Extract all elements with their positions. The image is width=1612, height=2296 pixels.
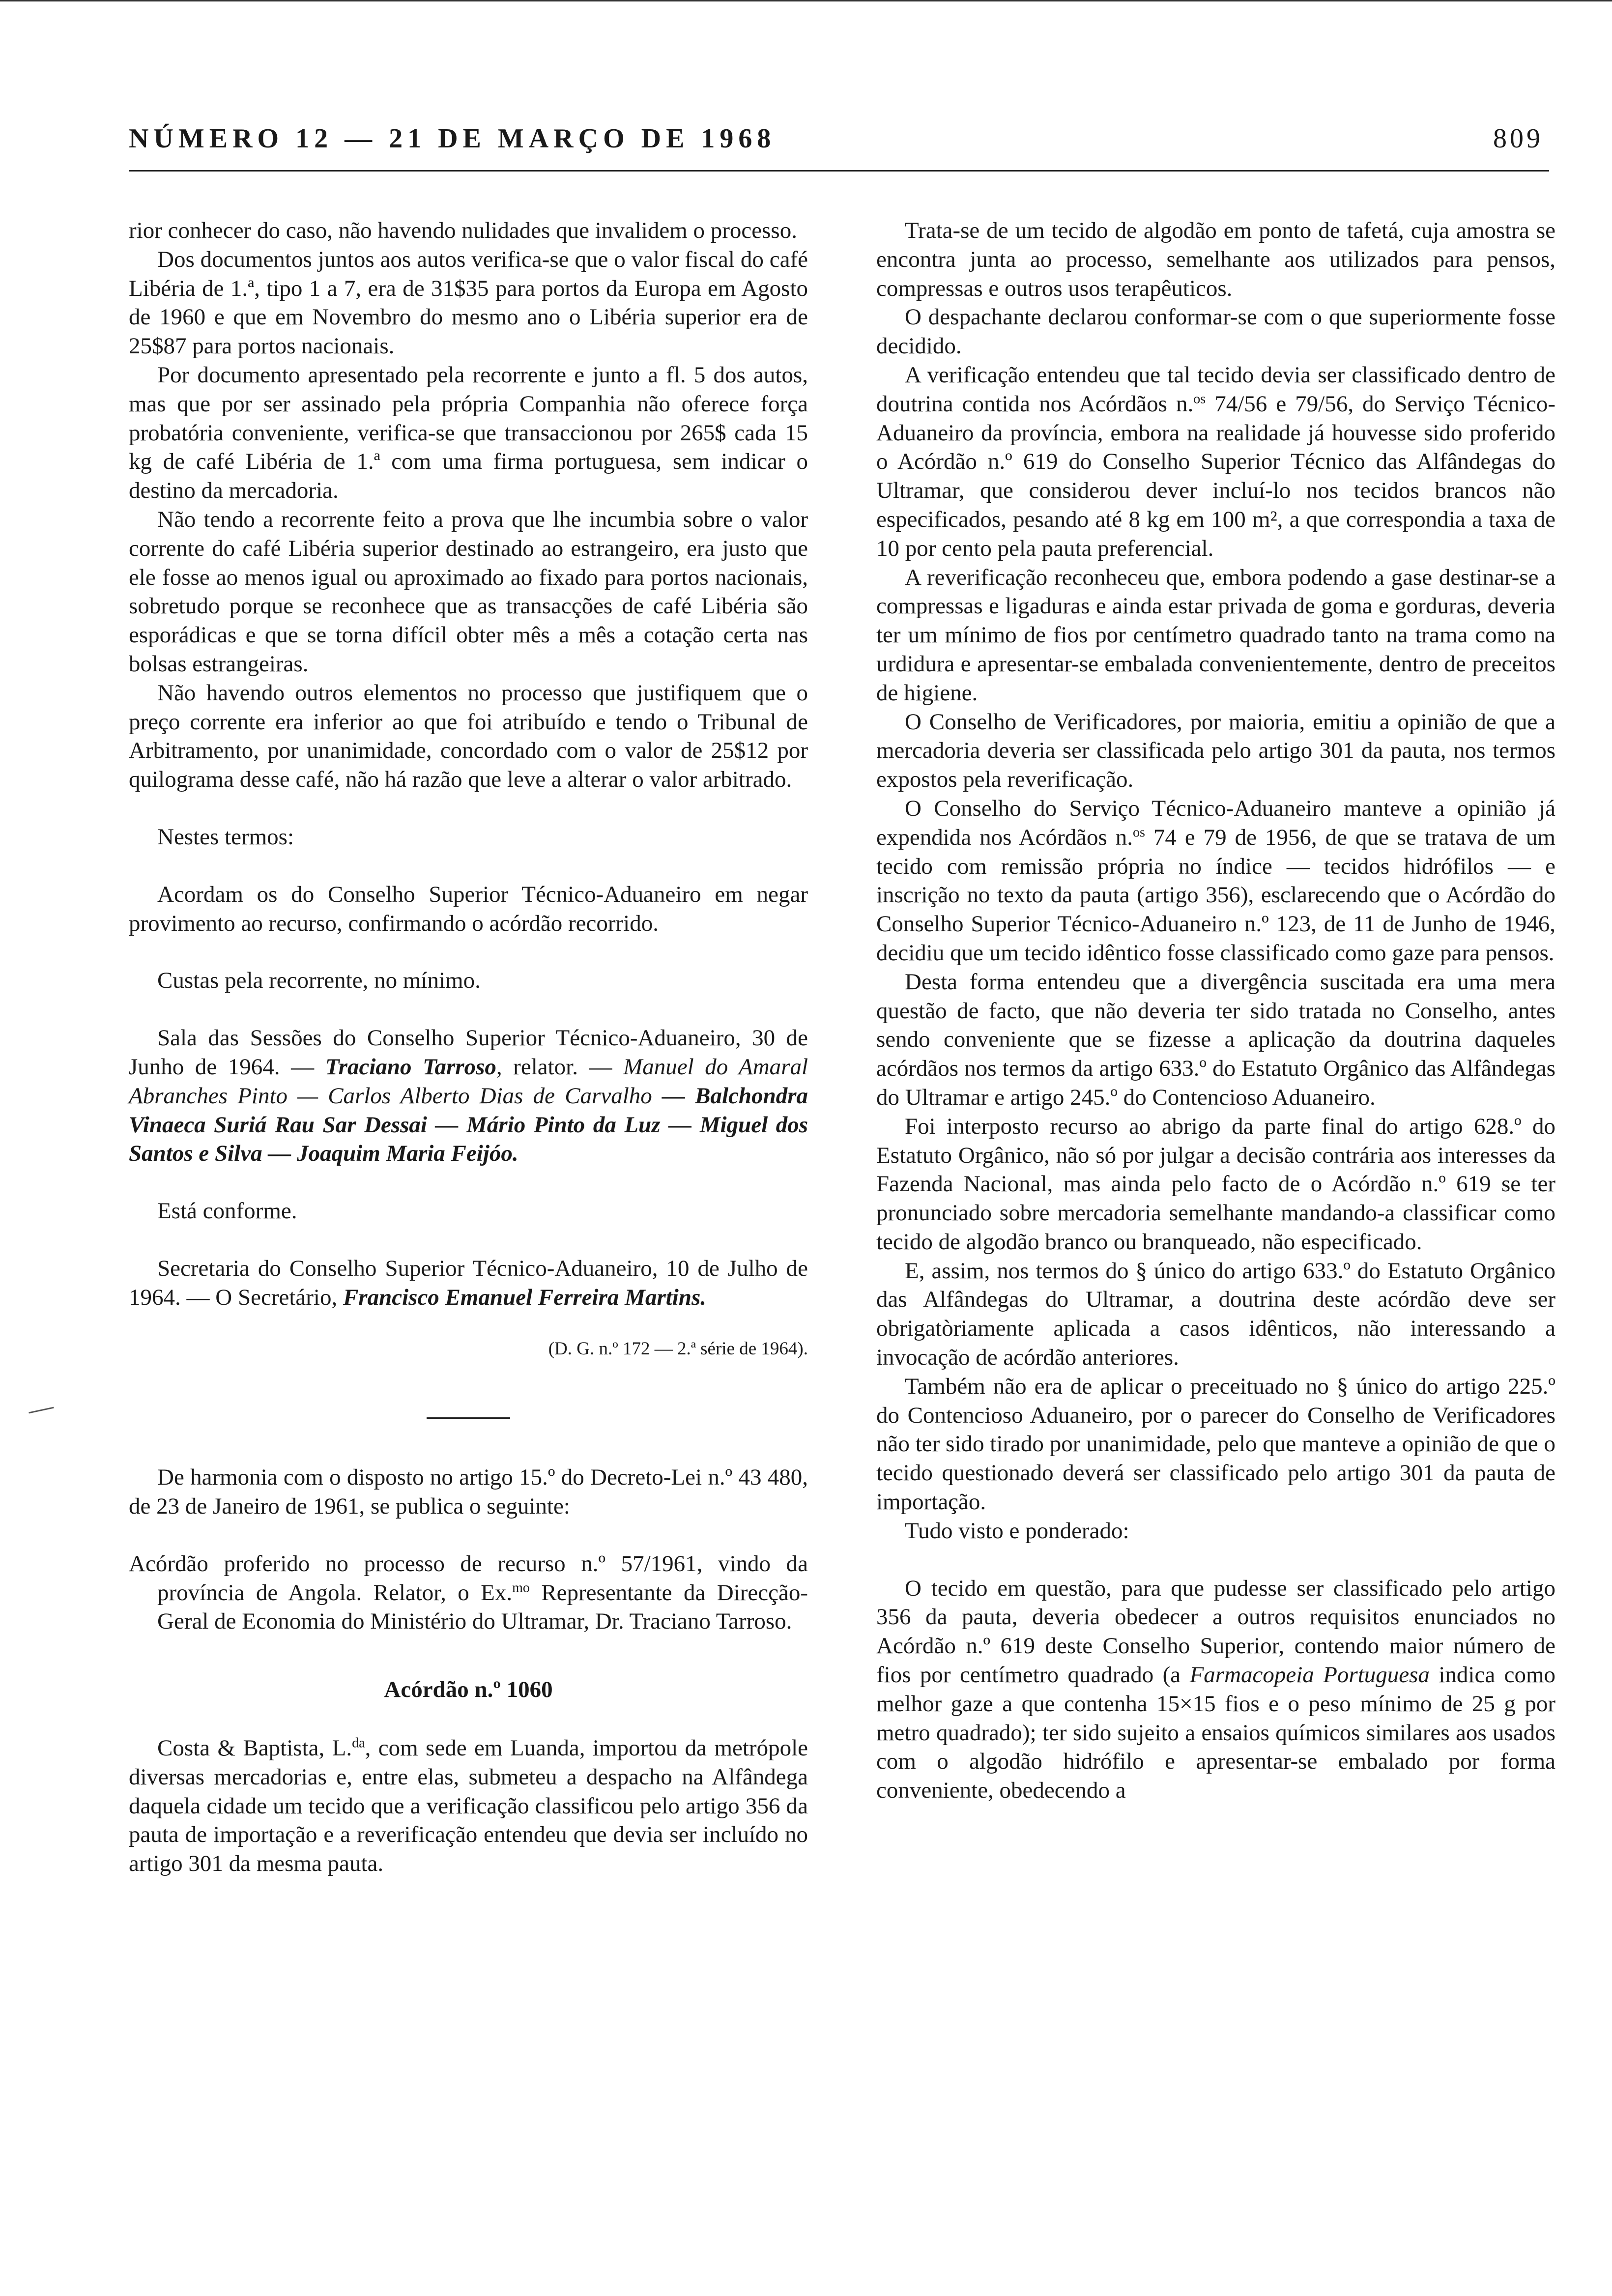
paragraph [876, 361, 1555, 563]
paragraph: O Conselho de Verificadores, por maioria, emitiu a opinião de que a mercadoria deveria ser classificada pelo artigo 301 da pauta, nos termos expostos pela reverificação. [876, 709, 1555, 793]
superscript: os [1133, 825, 1145, 840]
header-rule [129, 170, 1549, 172]
signatories: — Balchondra Vinaeca Suriá Rau Sar Dessai — Mário Pinto da Luz — Miguel dos Santos e Silva — Joaquim Maria Feijóo. [129, 1083, 808, 1167]
top-border [0, 0, 1612, 1]
paragraph: Desta forma entendeu que a divergência suscitada era uma mera questão de facto, que não deveria ter sido tratada no Conselho, antes sendo conveniente que se fizesse a aplicação da doutrina daqueles acórdãos nos termos da artigo 633.º do Estatuto Orgânico das Alfândegas do Ultramar e artigo 245.º do Contencioso Aduaneiro. [876, 969, 1555, 1110]
paragraph: A reverificação reconheceu que, embora podendo a gase destinar-se a compressas e ligaduras e ainda estar privada de goma e gorduras, deveria ter um mínimo de fios por centímetro quadrado tanto na trama como na urdidura e apresentar-se embalada convenientemente, dentro de preceitos de higiene. [876, 564, 1555, 706]
text-run: , com sede em Luanda, importou da metrópole diversas mercadorias e, entre elas, submeteu a despacho na Alfândega daquela cidade um tecido que a verificação classificou pelo artigo 356 da pauta de importação e a reverificação entendeu que devia ser incluído no artigo 301 da mesma pauta. [129, 1735, 808, 1877]
paragraph: Não tendo a recorrente feito a prova que lhe incumbia sobre o valor corrente do café Libéria superior destinado ao estrangeiro, era justo que ele fosse ao menos igual ou aproximado ao fixado para portos nacionais, sobretudo porque se reconhece que as transacções de café Libéria são esporádicas e que se torna difícil obter mês a mês a cotação certa nas bolsas estrangeiras. [129, 506, 808, 677]
superscript: os [1193, 391, 1206, 407]
left-column [129, 216, 808, 1878]
paragraph: Acordam os do Conselho Superior Técnico-Aduaneiro em negar provimento ao recurso, confirmando o acórdão recorrido. [129, 881, 808, 936]
signatories: Manuel do Amaral Abranches Pinto — Carlos Alberto Dias de Carvalho [129, 1054, 808, 1109]
paragraph: Também não era de aplicar o preceituado no § único do artigo 225.º do Contencioso Aduaneiro, por o parecer do Conselho de Verificadores não ter sido tirado por unanimidade, pelo que manteve a opinião de que o tecido questionado deverá ser classificado pelo artigo 301 da pauta de importação. [876, 1373, 1555, 1515]
paragraph: O despachante declarou conformar-se com o que superiormente fosse decidido. [876, 304, 1555, 359]
secretariat-paragraph [129, 1254, 808, 1312]
text-run: Secretaria do Conselho Superior Técnico-Aduaneiro, 10 de Julho de 1964. — O Secretário, [129, 1255, 808, 1310]
paragraph: Não havendo outros elementos no processo que justifiquem que o preço corrente era inferior ao que foi atribuído e tendo o Tribunal de Arbitramento, por unanimidade, concordado com o valor de 25$12 por quilograma desse café, não há razão que leve a alterar o valor arbitrado. [129, 680, 808, 793]
superscript: mo [512, 1580, 530, 1596]
signature-paragraph [129, 1024, 808, 1168]
text-run: O tecido em questão, para que pudesse ser classificado pelo artigo 356 da pauta, deveria obedecer a outros requisitos enunciados no Acórdão n.º 619 deste Conselho Superior, contendo maior número de fios por centímetro quadrado (a [876, 1575, 1555, 1688]
text-run: Representante da Direcção-Geral de Economia do Ministério do Ultramar, Dr. Traciano Tarroso. [157, 1579, 808, 1635]
text-run: Sala das Sessões do Conselho Superior Técnico-Aduaneiro, 30 de Junho de 1964. — [129, 1025, 808, 1080]
text-run: Costa & Baptista, L. [157, 1735, 352, 1761]
section-heading: Acórdão n.º 1060 [384, 1677, 553, 1703]
running-header-title: NÚMERO 12 — 21 DE MARÇO DE 1968 [129, 123, 776, 154]
text-run: Acórdão proferido no processo de recurso n.º 57/1961, vindo da província de Angola. Relator, o Ex. [129, 1550, 808, 1606]
source-reference: (D. G. n.º 172 — 2.ª série de 1964). [548, 1338, 808, 1359]
text-run: 74/56 e 79/56, do Serviço Técnico-Aduaneiro da província, embora na realidade já houvesse sido proferido o Acórdão n.º 619 do Conselho Superior Técnico das Alfândegas do Ultramar, que considerou dever incluí-lo nos tecidos brancos não especificados, pesando até 8 kg em 100 m², a que correspondia a taxa de 10 por cento pela pauta preferencial. [876, 391, 1555, 561]
paragraph: Foi interposto recurso ao abrigo da parte final do artigo 628.º do Estatuto Orgânico, não só por julgar a decisão contrária aos interesses da Fazenda Nacional, mas ainda pelo facto de o Acórdão n.º 619 se ter pronunciado sobre mercadoria semelhante mandando-a classificar como tecido de algodão branco ou branqueado, não especificado. [876, 1113, 1555, 1255]
text-run: A verificação entendeu que tal tecido devia ser classificado dentro de doutrina contida nos Acórdãos n. [876, 362, 1555, 417]
publication-title: Farmacopeia Portuguesa [1189, 1662, 1430, 1688]
paragraph: De harmonia com o disposto no artigo 15.º do Decreto-Lei n.º 43 480, de 23 de Janeiro de 1961, se publica o seguinte: [129, 1464, 808, 1520]
section-separator [427, 1417, 510, 1419]
paragraph: Custas pela recorrente, no mínimo. [157, 968, 481, 994]
paragraph [129, 1550, 808, 1636]
paragraph: rior conhecer do caso, não havendo nulidades que invalidem o processo. [129, 218, 797, 243]
paragraph: Tudo visto e ponderado: [905, 1518, 1129, 1544]
superscript: da [352, 1735, 365, 1751]
paragraph: Por documento apresentado pela recorrente e junto a fl. 5 dos autos, mas que por ser assinado pela própria Companhia não oferece força probatória conveniente, verifica-se que transaccionou por 265$ cada 15 kg de café Libéria de 1.ª com uma firma portuguesa, sem indicar o destino da mercadoria. [129, 362, 808, 504]
paragraph: Está conforme. [157, 1198, 297, 1224]
text-run: 74 e 79 de 1956, de que se tratava de um tecido com remissão própria no índice — tecidos hidrófilos — e inscrição no texto da pauta (artigo 356), esclarecendo que o Acórdão do Conselho Superior Técnico-Aduaneiro n.º 123, de 11 de Junho de 1946, decidiu que um tecido idêntico fosse classificado como gaze para pensos. [876, 824, 1555, 966]
paragraph: Dos documentos juntos aos autos verifica-se que o valor fiscal do café Libéria de 1.ª, tipo 1 a 7, era de 31$35 para portos da Europa em Agosto de 1960 e que em Novembro do mesmo ano o Libéria superior era de 25$87 para portos nacionais. [129, 246, 808, 359]
paragraph [129, 1734, 808, 1878]
secretary-name: Francisco Emanuel Ferreira Martins. [343, 1284, 707, 1310]
text-run: indica como melhor gaze a que contenha 15×15 fios e o peso mínimo de 25 g por metro quadrado); ter sido sujeito a ensaios químicos similares aos usados com o algodão hidrófilo e apresentar-se embalado por forma conveniente, obedecendo a [876, 1662, 1556, 1804]
margin-pen-mark [29, 1407, 54, 1414]
paragraph [876, 1574, 1555, 1805]
text-run: O Conselho do Serviço Técnico-Aduaneiro manteve a opinião já expendida nos Acórdãos n. [876, 795, 1555, 850]
rapporteur-name: Traciano Tarroso [325, 1054, 496, 1080]
right-column [876, 216, 1555, 1805]
paragraph: Nestes termos: [157, 824, 294, 850]
page-number: 809 [1493, 123, 1543, 154]
text-run: , relator. — [496, 1054, 612, 1080]
paragraph [876, 794, 1555, 968]
paragraph: Trata-se de um tecido de algodão em ponto de tafetá, cuja amostra se encontra junta ao processo, semelhante aos utilizados para pensos, compressas e outros usos terapêuticos. [876, 218, 1555, 301]
paragraph: E, assim, nos termos do § único do artigo 633.º do Estatuto Orgânico das Alfândegas do Ultramar, a doutrina deste acórdão deve ser obrigatòriamente aplicada a casos idênticos, não interessando a invocação de acórdão anteriores. [876, 1258, 1555, 1371]
